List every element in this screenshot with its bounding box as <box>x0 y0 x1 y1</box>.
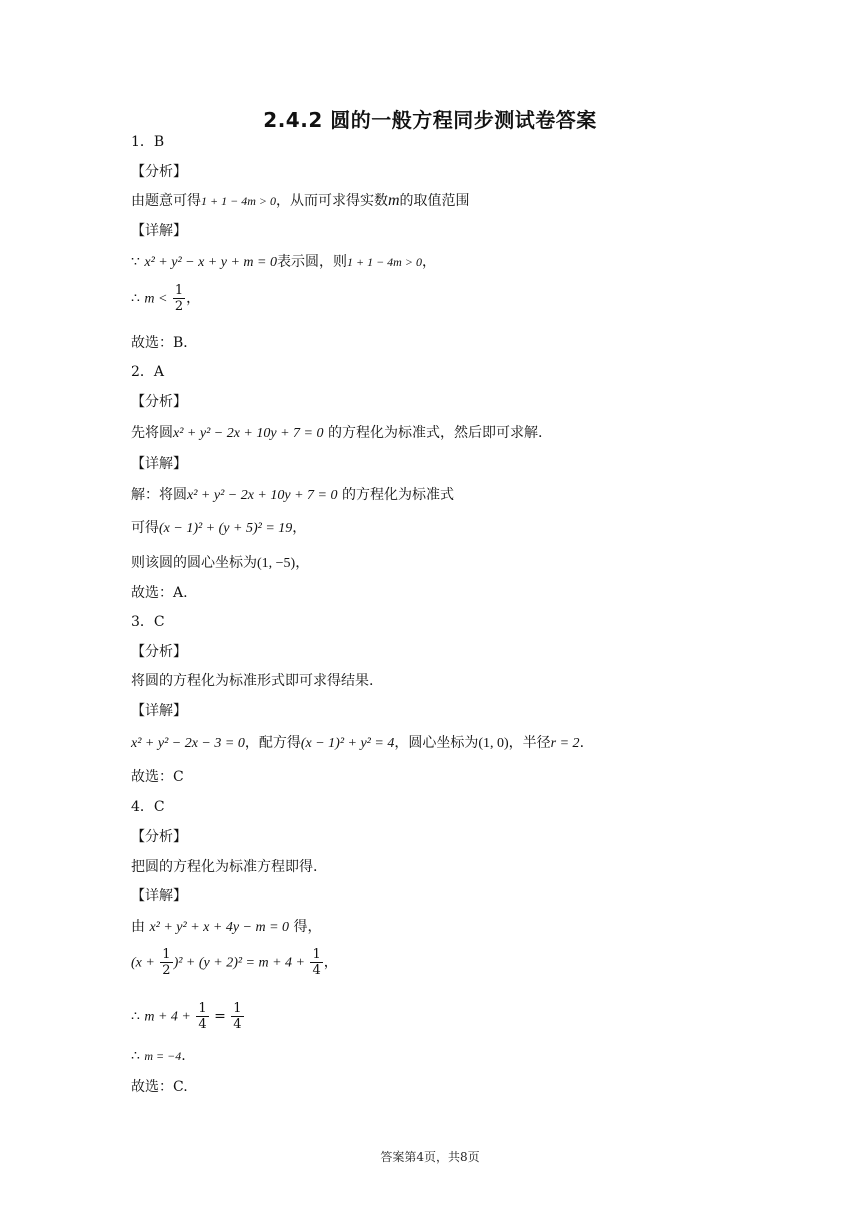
text: ，配方得 <box>244 735 301 751</box>
therefore-symbol: ∴ <box>131 1008 140 1025</box>
detail-text <box>131 553 309 574</box>
detail-heading: 【详解】 <box>131 223 187 239</box>
math: m <box>387 192 400 209</box>
choice-text: 故选：A. <box>131 585 188 601</box>
text: 则该圆的圆心坐标为 <box>131 555 257 571</box>
denominator: 4 <box>198 1017 207 1032</box>
choice-text: 故选：B． <box>131 335 198 351</box>
math: m + 4 + <box>144 1009 191 1025</box>
detail-text <box>131 518 306 539</box>
choice-text: 故选：C <box>131 769 184 785</box>
analysis-text <box>131 423 542 444</box>
fraction <box>231 1002 243 1031</box>
math: x² + y² − x + y + m = 0 <box>144 255 277 270</box>
text: 可得 <box>131 520 159 536</box>
analysis-heading: 【分析】 <box>131 644 187 660</box>
detail-heading: 【详解】 <box>131 888 187 904</box>
numerator: 1 <box>312 947 321 962</box>
math: (x + <box>131 955 155 971</box>
math: x² + y² − 2x + 10y + 7 = 0 <box>187 488 338 503</box>
question-4-answer: 4．C <box>131 799 165 815</box>
question-3-answer: 3．C <box>131 614 165 630</box>
math: m < <box>144 291 168 307</box>
detail-result <box>131 1046 186 1066</box>
math: x² + y² − 2x − 3 = 0 <box>131 736 245 751</box>
text: ，圆心坐标为 <box>394 735 479 751</box>
fraction <box>173 284 185 313</box>
therefore-symbol: ∴ <box>131 1048 140 1064</box>
text: 得， <box>293 919 322 935</box>
text: ， <box>292 520 307 536</box>
text: ， <box>323 954 338 971</box>
numerator: 1 <box>162 947 171 962</box>
denominator: 4 <box>233 1017 242 1032</box>
fraction <box>310 948 322 977</box>
math: (1, −5) <box>257 556 296 571</box>
text: 表示圆，则 <box>276 254 347 270</box>
text: 的方程化为标准式 <box>341 487 454 503</box>
text: 由题意可得 <box>131 193 201 209</box>
text: ，从而可求得实数 <box>275 193 388 209</box>
math: )² + (y + 2)² = m + 4 + <box>173 955 306 971</box>
math: x² + y² − 2x + 10y + 7 = 0 <box>173 426 324 441</box>
detail-heading: 【详解】 <box>131 703 187 719</box>
text: ， <box>421 254 436 270</box>
denominator: 2 <box>174 299 184 314</box>
text: ， <box>295 555 310 571</box>
text: 解：将圆 <box>131 487 187 503</box>
text: ， <box>186 290 201 307</box>
because-symbol: ∵ <box>131 254 140 270</box>
denominator: 4 <box>312 963 321 978</box>
detail-equation <box>131 948 338 977</box>
math: (x − 1)² + y² = 4 <box>300 736 395 751</box>
detail-result <box>131 284 200 313</box>
math: r = 2 <box>550 736 580 751</box>
analysis-text: 将圆的方程化为标准形式即可求得结果. <box>131 673 374 689</box>
detail-text <box>131 733 584 754</box>
page-title: 2.4.2 圆的一般方程同步测试卷答案 <box>263 108 597 132</box>
math: 1 + 1 − 4m > 0 <box>201 194 276 208</box>
text: ，半径 <box>508 735 551 751</box>
fraction <box>160 948 172 977</box>
numerator: 1 <box>174 283 184 298</box>
detail-text <box>131 252 436 273</box>
text: . <box>181 1048 186 1064</box>
text: 由 <box>131 919 145 935</box>
analysis-text <box>131 191 470 211</box>
math: (1, 0) <box>478 736 509 751</box>
math: x² + y² + x + 4y − m = 0 <box>149 920 290 935</box>
detail-heading: 【详解】 <box>131 456 187 472</box>
analysis-heading: 【分析】 <box>131 164 187 180</box>
text: 先将圆 <box>131 425 173 441</box>
question-1-answer: 1．B <box>131 134 165 150</box>
text: . <box>579 735 585 751</box>
choice-text: 故选：C. <box>131 1079 188 1095</box>
math: 1 + 1 − 4m > 0 <box>346 255 422 269</box>
numerator: 1 <box>233 1001 242 1016</box>
analysis-text: 把圆的方程化为标准方程即得. <box>131 859 318 875</box>
denominator: 2 <box>162 963 171 978</box>
math: m = −4 <box>144 1049 182 1063</box>
text: 的方程化为标准式，然后即可求解. <box>327 425 543 441</box>
question-2-answer: 2．A <box>131 364 165 380</box>
analysis-heading: 【分析】 <box>131 394 187 410</box>
detail-text <box>131 485 454 506</box>
analysis-heading: 【分析】 <box>131 829 187 845</box>
text: 的取值范围 <box>399 193 470 209</box>
page-footer: 答案第4页，共8页 <box>380 1150 480 1164</box>
fraction <box>196 1002 208 1031</box>
numerator: 1 <box>198 1001 207 1016</box>
detail-text <box>131 917 322 938</box>
equals-sign: = <box>214 1008 226 1025</box>
detail-equation <box>131 1002 245 1031</box>
math: (x − 1)² + (y + 5)² = 19 <box>159 521 293 536</box>
therefore-symbol: ∴ <box>131 290 140 307</box>
